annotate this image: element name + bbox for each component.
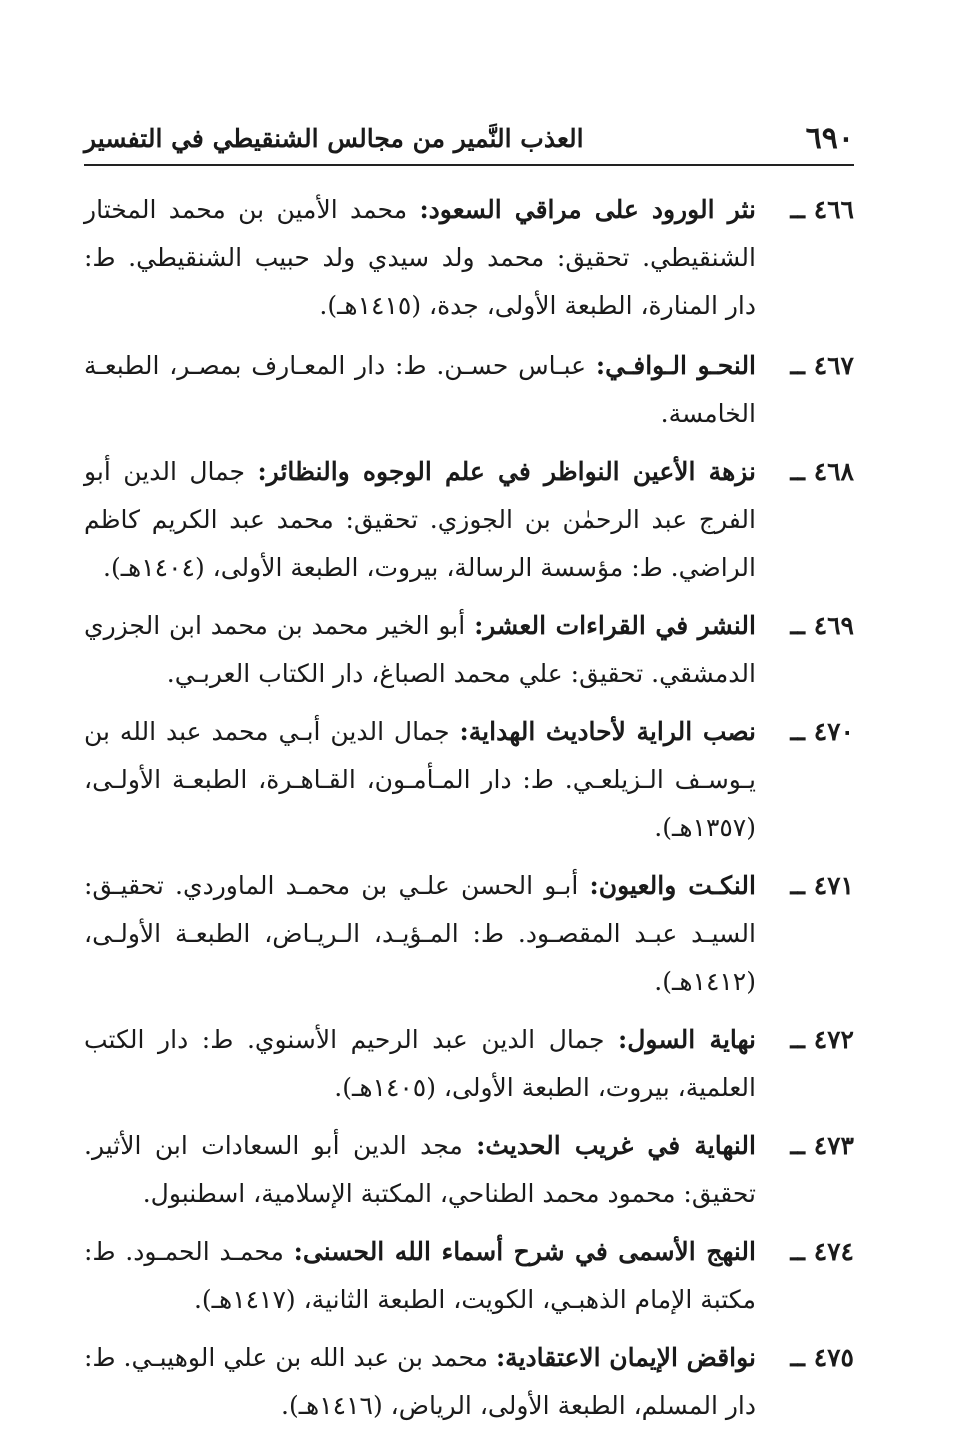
entry-body: محمد الأمين بن محمد المختار الشنقيطي. تحقيق: محمد ولد سيدي ولد حبيب الشنقيطي. ط: دار المنارة، الطبعة الأولى، جدة، (١٤١٥هـ). xyxy=(84,195,756,320)
entry-title: النشر في القراءات العشر: xyxy=(474,611,756,640)
entry-number: ٤٦٨ ــ xyxy=(790,457,854,486)
bibliography-entry xyxy=(84,602,854,698)
bibliography-entry xyxy=(84,1334,854,1430)
entry-number: ٤٧٢ ــ xyxy=(790,1025,854,1054)
entry-number: ٤٧١ ــ xyxy=(790,871,854,900)
entry-text xyxy=(84,602,756,698)
entry-text xyxy=(84,186,756,330)
entry-text xyxy=(84,862,756,1006)
entry-title: نواقض الإيمان الاعتقادية: xyxy=(495,1343,757,1372)
bibliography-entry xyxy=(84,342,854,438)
bibliography-entry xyxy=(84,708,854,852)
entry-title: النكـت والعيون: xyxy=(589,871,756,900)
entry-body: أبـو الحسن علـي بن محمـد الماوردي. تحقيـق: السيـد عبـد المقصـود. ط: المـؤيـد، الـريـاض، الطبعـة الأولـى، (١٤١٢هـ). xyxy=(84,871,756,996)
entry-text xyxy=(84,708,756,852)
bibliography-entry xyxy=(84,1122,854,1218)
bibliography-list xyxy=(84,186,854,1440)
entry-text xyxy=(84,1334,756,1430)
entry-text xyxy=(84,1122,756,1218)
entry-number: ٤٧٥ ــ xyxy=(790,1343,854,1372)
entry-title: النحـو الـوافـي: xyxy=(595,351,757,380)
entry-body: جمال الدين أبو الفرج عبد الرحمٰن بن الجوزي. تحقيق: محمد عبد الكريم كاظم الراضي. ط: مؤسسة الرسالة، بيروت، الطبعة الأولى، (١٤٠٤هـ). xyxy=(84,457,756,582)
page-header xyxy=(84,118,854,158)
bibliography-entry xyxy=(84,1228,854,1324)
bibliography-entry xyxy=(84,862,854,1006)
bibliography-entry xyxy=(84,448,854,592)
entry-body: محمـد الحمـود. ط: مكتبة الإمام الذهبـي، الكويت، الطبعة الثانية، (١٤١٧هـ). xyxy=(84,1237,756,1314)
entry-body: جمال الدين أبـي محمد عبد الله بن يـوسـف الـزيلعـي. ط: دار المـأمـون، القـاهـرة، الطبعـة الأولـى، (١٣٥٧هـ). xyxy=(84,717,756,842)
entry-title: نثر الورود على مراقي السعود: xyxy=(419,195,756,224)
entry-title: النهج الأسمى في شرح أسماء الله الحسنى: xyxy=(293,1237,756,1266)
entry-title: النهاية في غريب الحديث: xyxy=(476,1131,756,1160)
bibliography-entry xyxy=(84,1016,854,1112)
entry-title: نصب الراية لأحاديث الهداية: xyxy=(459,717,757,746)
entry-text xyxy=(84,1228,756,1324)
entry-number: ٤٧٠ ــ xyxy=(790,717,854,746)
entry-body: مجد الدين أبو السعادات ابن الأثير. تحقيق: محمود محمد الطناحي، المكتبة الإسلامية، اسطنبول. xyxy=(84,1131,756,1208)
running-title: العذب النَّمير من مجالس الشنقيطي في التفسير xyxy=(84,123,584,153)
entry-body: جمال الدين عبد الرحيم الأسنوي. ط: دار الكتب العلمية، بيروت، الطبعة الأولى، (١٤٠٥هـ). xyxy=(84,1025,756,1102)
entry-text xyxy=(84,448,756,592)
entry-number: ٤٧٤ ــ xyxy=(790,1237,854,1266)
bibliography-entry xyxy=(84,186,854,330)
header-rule xyxy=(84,164,854,166)
entry-body: عبـاس حسـن. ط: دار المعـارف بمصـر، الطبعـة الخامسة. xyxy=(84,351,756,428)
entry-body: محمد بن عبد الله بن علي الوهيبـي. ط: دار المسلم، الطبعة الأولى، الرياض، (١٤١٦هـ). xyxy=(84,1343,756,1420)
entry-text xyxy=(84,342,756,438)
entry-number: ٤٦٩ ــ xyxy=(790,611,854,640)
entry-number: ٤٦٦ ــ xyxy=(790,195,854,224)
entry-number: ٤٧٣ ــ xyxy=(790,1131,854,1160)
entry-body: أبو الخير محمد بن محمد ابن الجزري الدمشقي. تحقيق: علي محمد الصباغ، دار الكتاب العربـي. xyxy=(84,611,756,688)
entry-number: ٤٦٧ ــ xyxy=(790,351,854,380)
entry-text xyxy=(84,1016,756,1112)
entry-title: نزهة الأعين النواظر في علم الوجوه والنظائر: xyxy=(257,457,757,486)
entry-title: نهاية السول: xyxy=(618,1025,757,1054)
page-number: ٦٩٠ xyxy=(805,120,854,156)
